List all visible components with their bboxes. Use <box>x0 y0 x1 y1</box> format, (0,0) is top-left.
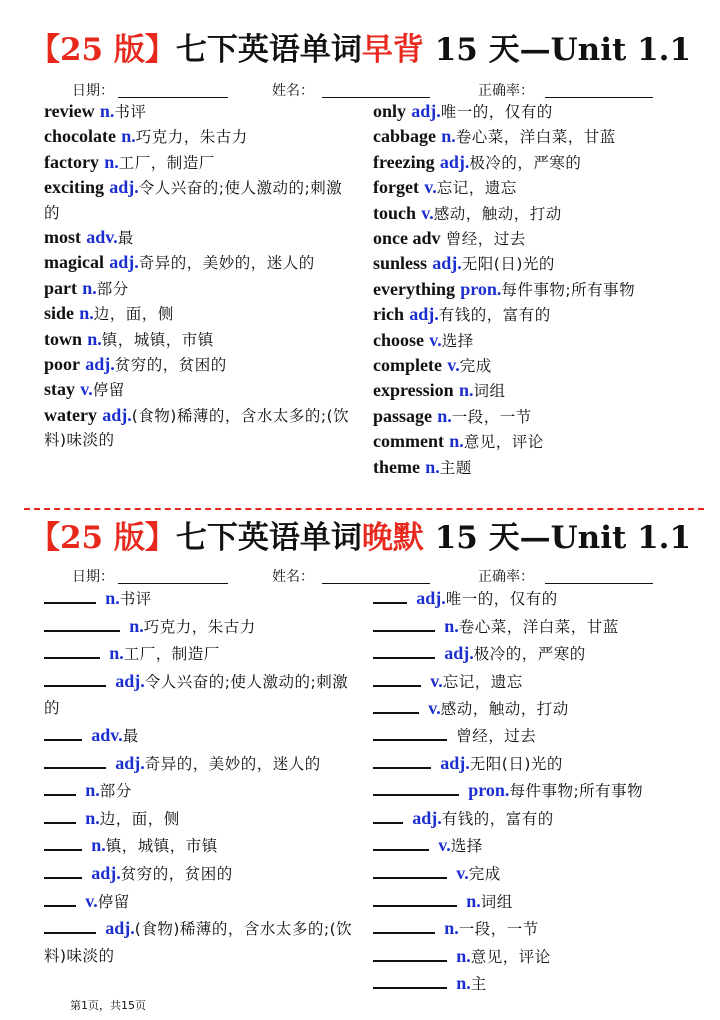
vocab-meaning: 主 <box>470 975 487 994</box>
part-of-speech: adj. <box>102 404 132 425</box>
part-of-speech: adv. <box>91 724 123 745</box>
date-label: 日期： <box>72 569 114 585</box>
vocab-meaning: 最 <box>117 229 134 248</box>
vocab-row <box>373 175 703 200</box>
vocab-row <box>44 124 356 149</box>
accuracy-field[interactable] <box>545 97 653 98</box>
part-of-speech: n. <box>441 126 456 147</box>
part-of-speech: adj. <box>85 354 115 375</box>
vocab-meaning: 卷心菜，洋白菜，甘蓝 <box>455 128 616 147</box>
vocab-row <box>373 404 703 429</box>
vocab-word: complete <box>373 355 442 376</box>
vocab-row <box>44 175 356 225</box>
answer-blank[interactable] <box>44 723 82 741</box>
vocab-meaning: 有钱的，富有的 <box>438 306 551 325</box>
title-mode: 晚默 <box>361 520 424 556</box>
vocab-row <box>373 378 703 403</box>
vocab-word: expression <box>373 380 454 401</box>
answer-blank[interactable] <box>373 586 407 604</box>
answer-blank[interactable] <box>44 669 106 687</box>
part-of-speech: v. <box>424 177 437 198</box>
vocab-meaning: 感动，触动，打动 <box>433 204 562 223</box>
morning-right-column <box>373 99 703 480</box>
part-of-speech: n. <box>466 890 481 911</box>
vocab-word: chocolate <box>44 126 116 147</box>
vocab-word: only <box>373 101 407 121</box>
vocab-meaning: 部分 <box>96 279 129 298</box>
part-of-speech: n. <box>99 101 115 121</box>
vocab-meaning: 书评 <box>114 103 147 121</box>
vocab-word: forget <box>373 177 419 198</box>
vocab-word: theme <box>373 456 420 477</box>
vocab-row <box>373 455 703 480</box>
answer-blank[interactable] <box>44 751 106 769</box>
vocab-meaning: 唯一的，仅有的 <box>440 103 553 121</box>
name-field[interactable] <box>322 583 430 584</box>
title-subject: 七下英语单词 <box>175 32 362 68</box>
part-of-speech: v. <box>438 835 451 856</box>
vocab-row <box>373 640 703 668</box>
title-mode: 早背 <box>361 32 424 68</box>
vocab-meaning: 意见，评论 <box>463 433 544 452</box>
vocab-row <box>44 805 356 833</box>
vocab-meaning: 边，面，侧 <box>93 305 174 324</box>
part-of-speech: n. <box>129 615 144 636</box>
vocab-row <box>373 429 703 454</box>
vocab-word: everything <box>373 278 455 299</box>
vocab-row <box>373 888 703 916</box>
vocab-row <box>44 915 356 969</box>
vocab-row <box>44 613 356 641</box>
vocab-meaning: 主题 <box>439 458 472 477</box>
vocab-row <box>373 251 703 276</box>
part-of-speech: n. <box>425 456 440 477</box>
vocab-word: watery <box>44 404 97 425</box>
answer-blank[interactable] <box>44 586 96 604</box>
vocab-row <box>44 403 356 453</box>
vocab-row <box>44 150 356 175</box>
part-of-speech: adj. <box>109 177 139 198</box>
part-of-speech: n. <box>85 780 100 801</box>
vocab-row <box>44 225 356 250</box>
vocab-meaning: 一段，一节 <box>458 920 539 939</box>
answer-blank[interactable] <box>44 778 76 796</box>
morning-left-column <box>44 99 356 453</box>
part-of-speech: n. <box>104 151 119 172</box>
vocab-meaning: 词组 <box>480 892 513 911</box>
vocab-row <box>44 99 356 124</box>
answer-blank[interactable] <box>44 861 82 879</box>
part-of-speech: v. <box>80 379 93 400</box>
vocab-meaning: 边，面，侧 <box>99 809 180 828</box>
answer-blank[interactable] <box>44 614 120 632</box>
vocab-meaning: 奇异的，美妙的，迷人的 <box>138 254 315 273</box>
evening-title <box>0 518 720 558</box>
answer-blank[interactable] <box>44 833 82 851</box>
vocab-meaning: 停留 <box>92 381 125 400</box>
vocab-meaning: 极冷的，严寒的 <box>473 645 586 664</box>
vocab-meaning: 贫穷的，贫困的 <box>114 356 227 375</box>
title-unit: 15 天—Unit 1.1 <box>423 520 692 556</box>
vocab-meaning: 选择 <box>441 331 474 350</box>
vocab-meaning: 忘记，遗忘 <box>442 672 523 691</box>
vocab-word: once adv <box>373 228 441 249</box>
answer-blank[interactable] <box>373 971 447 989</box>
answer-blank[interactable] <box>373 944 447 962</box>
vocab-word: sunless <box>373 253 428 274</box>
vocab-row <box>373 860 703 888</box>
vocab-word: freezing <box>373 151 435 172</box>
part-of-speech: n. <box>444 615 459 636</box>
morning-title <box>0 30 720 70</box>
vocab-word: poor <box>44 354 80 375</box>
part-of-speech: v. <box>447 355 460 376</box>
vocab-meaning: 工厂，制造厂 <box>118 153 215 172</box>
part-of-speech: n. <box>105 588 120 608</box>
evening-left-column <box>44 585 356 969</box>
vocab-meaning: 意见，评论 <box>470 947 551 966</box>
part-of-speech: n. <box>82 277 97 298</box>
accuracy-field[interactable] <box>545 583 653 584</box>
vocab-row <box>373 201 703 226</box>
answer-blank[interactable] <box>373 723 447 741</box>
part-of-speech: n. <box>456 973 471 994</box>
title-subject: 七下英语单词 <box>175 520 362 556</box>
vocab-word: town <box>44 328 83 349</box>
vocab-meaning: (食物)稀薄的，含水太多的;(饮料)味淡的 <box>44 920 353 965</box>
part-of-speech: n. <box>456 945 471 966</box>
vocab-meaning: 无阳(日)光的 <box>469 754 563 773</box>
vocab-meaning: 每件事物;所有事物 <box>509 782 644 801</box>
vocab-row <box>44 327 356 352</box>
vocab-row <box>373 99 703 124</box>
part-of-speech: adj. <box>416 588 446 608</box>
vocab-meaning: 奇异的，美妙的，迷人的 <box>144 754 321 773</box>
name-label: 姓名： <box>272 569 314 585</box>
vocab-word: comment <box>373 431 444 452</box>
part-of-speech: adj. <box>109 252 139 273</box>
evening-right-column <box>373 585 703 998</box>
answer-blank[interactable] <box>373 778 459 796</box>
vocab-row <box>373 226 703 251</box>
part-of-speech: adj. <box>411 101 441 121</box>
vocab-row <box>373 585 703 613</box>
vocab-word: passage <box>373 405 433 426</box>
part-of-speech: n. <box>449 431 464 452</box>
vocab-meaning: 有钱的，富有的 <box>441 809 554 828</box>
date-label: 日期： <box>72 83 114 99</box>
part-of-speech: n. <box>79 303 94 324</box>
vocab-meaning: 令人兴奋的;使人激动的;刺激的 <box>44 672 349 718</box>
vocab-row <box>373 970 703 998</box>
vocab-row <box>373 124 703 149</box>
vocab-row <box>373 328 703 353</box>
answer-blank[interactable] <box>373 861 447 879</box>
vocab-meaning: 卷心菜，洋白菜，甘蓝 <box>458 617 619 636</box>
answer-blank[interactable] <box>373 669 421 687</box>
accuracy-label: 正确率： <box>478 83 534 99</box>
part-of-speech: v. <box>430 670 443 691</box>
vocab-meaning: 令人兴奋的;使人激动的;刺激的 <box>44 179 343 222</box>
vocab-row <box>373 613 703 641</box>
vocab-meaning: 完成 <box>459 357 492 376</box>
vocab-meaning: 感动，触动，打动 <box>440 700 569 719</box>
part-of-speech: n. <box>458 380 474 401</box>
name-field[interactable] <box>322 97 430 98</box>
part-of-speech: n. <box>437 405 452 426</box>
title-unit: 15 天—Unit 1.1 <box>423 32 692 68</box>
evening-meta-row <box>0 566 720 586</box>
vocab-row <box>373 150 703 175</box>
part-of-speech: adj. <box>91 862 121 883</box>
vocab-word: touch <box>373 202 417 223</box>
vocab-meaning: 书评 <box>119 590 152 608</box>
part-of-speech: adv. <box>86 227 118 248</box>
vocab-meaning: 镇，城镇，市镇 <box>105 837 218 856</box>
vocab-row <box>373 777 703 805</box>
vocab-row <box>44 860 356 888</box>
vocab-row <box>44 377 356 402</box>
vocab-row <box>44 640 356 668</box>
morning-meta-row <box>0 80 720 100</box>
page-footer: 第1页，共15页 <box>70 999 146 1012</box>
part-of-speech: adj. <box>432 253 462 274</box>
vocab-meaning: 贫穷的，贫困的 <box>120 864 233 883</box>
vocab-meaning: 工厂，制造厂 <box>123 645 220 664</box>
answer-blank[interactable] <box>373 806 403 824</box>
part-of-speech: n. <box>87 328 102 349</box>
vocab-row <box>44 722 356 750</box>
vocab-row <box>44 668 356 722</box>
vocab-meaning: 巧克力，朱古力 <box>135 128 248 147</box>
vocab-row <box>373 668 703 696</box>
title-edition: 【25 版】 <box>28 520 176 556</box>
vocab-row <box>373 832 703 860</box>
vocab-row <box>44 301 356 326</box>
vocab-row <box>44 352 356 377</box>
vocab-row <box>44 585 356 613</box>
vocab-meaning: 唯一的，仅有的 <box>445 590 558 608</box>
vocab-meaning: 极冷的，严寒的 <box>469 153 582 172</box>
vocab-word: magical <box>44 252 104 273</box>
part-of-speech: adj. <box>105 918 135 939</box>
answer-blank[interactable] <box>373 833 429 851</box>
answer-blank[interactable] <box>373 889 457 907</box>
vocab-meaning: 曾经，过去 <box>456 726 537 745</box>
vocab-meaning: 曾经，过去 <box>445 230 526 249</box>
answer-blank[interactable] <box>373 916 435 934</box>
accuracy-label: 正确率： <box>478 569 534 585</box>
vocab-row <box>373 695 703 723</box>
vocab-word: factory <box>44 151 99 172</box>
part-of-speech: n. <box>109 643 124 664</box>
part-of-speech: adj. <box>440 752 470 773</box>
answer-blank[interactable] <box>373 614 435 632</box>
vocab-row <box>373 750 703 778</box>
vocab-meaning: 完成 <box>468 864 501 883</box>
vocab-word: side <box>44 303 75 324</box>
answer-blank[interactable] <box>373 751 431 769</box>
name-label: 姓名： <box>272 83 314 99</box>
answer-blank[interactable] <box>373 696 419 714</box>
vocab-meaning: 选择 <box>450 837 483 856</box>
part-of-speech: n. <box>85 807 100 828</box>
vocab-meaning: 每件事物;所有事物 <box>501 280 636 299</box>
vocab-word: choose <box>373 329 424 350</box>
answer-blank[interactable] <box>44 916 96 934</box>
vocab-row <box>44 276 356 301</box>
vocab-row <box>373 723 703 750</box>
part-of-speech: adj. <box>412 807 442 828</box>
vocab-meaning: 词组 <box>473 382 506 401</box>
vocab-row <box>373 943 703 971</box>
vocab-meaning: 一段，一节 <box>451 407 532 426</box>
part-of-speech: adj. <box>115 752 145 773</box>
part-of-speech: n. <box>91 835 106 856</box>
vocab-meaning: (食物)稀薄的，含水太多的;(饮料)味淡的 <box>44 406 350 450</box>
vocab-word: part <box>44 277 77 298</box>
vocab-meaning: 巧克力，朱古力 <box>143 617 256 636</box>
vocab-meaning: 停留 <box>97 892 130 911</box>
answer-blank[interactable] <box>44 641 100 659</box>
part-of-speech: v. <box>456 862 469 883</box>
part-of-speech: pron. <box>460 278 502 299</box>
vocab-row <box>373 915 703 943</box>
vocab-word: most <box>44 227 81 248</box>
part-of-speech: v. <box>421 202 434 223</box>
part-of-speech: n. <box>121 126 136 147</box>
part-of-speech: v. <box>429 329 442 350</box>
vocab-word: cabbage <box>373 126 436 147</box>
answer-blank[interactable] <box>44 806 76 824</box>
part-of-speech: adj. <box>439 151 470 172</box>
part-of-speech: adj. <box>444 643 474 664</box>
part-of-speech: pron. <box>468 780 510 801</box>
vocab-meaning: 部分 <box>99 782 132 801</box>
section-divider <box>24 508 704 510</box>
vocab-row <box>373 302 703 327</box>
vocab-row <box>44 750 356 778</box>
part-of-speech: adj. <box>115 670 145 691</box>
answer-blank[interactable] <box>44 889 76 907</box>
date-field[interactable] <box>118 583 228 584</box>
vocab-word: stay <box>44 379 75 400</box>
vocab-row <box>44 250 356 275</box>
vocab-meaning: 镇，城镇，市镇 <box>101 330 214 349</box>
title-edition: 【25 版】 <box>28 32 176 68</box>
vocab-row <box>373 277 703 302</box>
vocab-meaning: 忘记，遗忘 <box>436 179 517 198</box>
vocab-row <box>44 777 356 805</box>
part-of-speech: adj. <box>409 304 439 325</box>
vocab-meaning: 最 <box>122 726 139 745</box>
vocab-word: review <box>44 101 95 121</box>
vocab-row <box>44 888 356 916</box>
vocab-row <box>44 832 356 860</box>
part-of-speech: n. <box>444 918 459 939</box>
part-of-speech: v. <box>85 890 98 911</box>
answer-blank[interactable] <box>373 641 435 659</box>
date-field[interactable] <box>118 97 228 98</box>
part-of-speech: v. <box>428 698 441 719</box>
vocab-row <box>373 805 703 833</box>
vocab-row <box>373 353 703 378</box>
vocab-word: exciting <box>44 177 104 198</box>
vocab-word: rich <box>373 304 404 325</box>
vocab-meaning: 无阳(日)光的 <box>461 255 555 274</box>
